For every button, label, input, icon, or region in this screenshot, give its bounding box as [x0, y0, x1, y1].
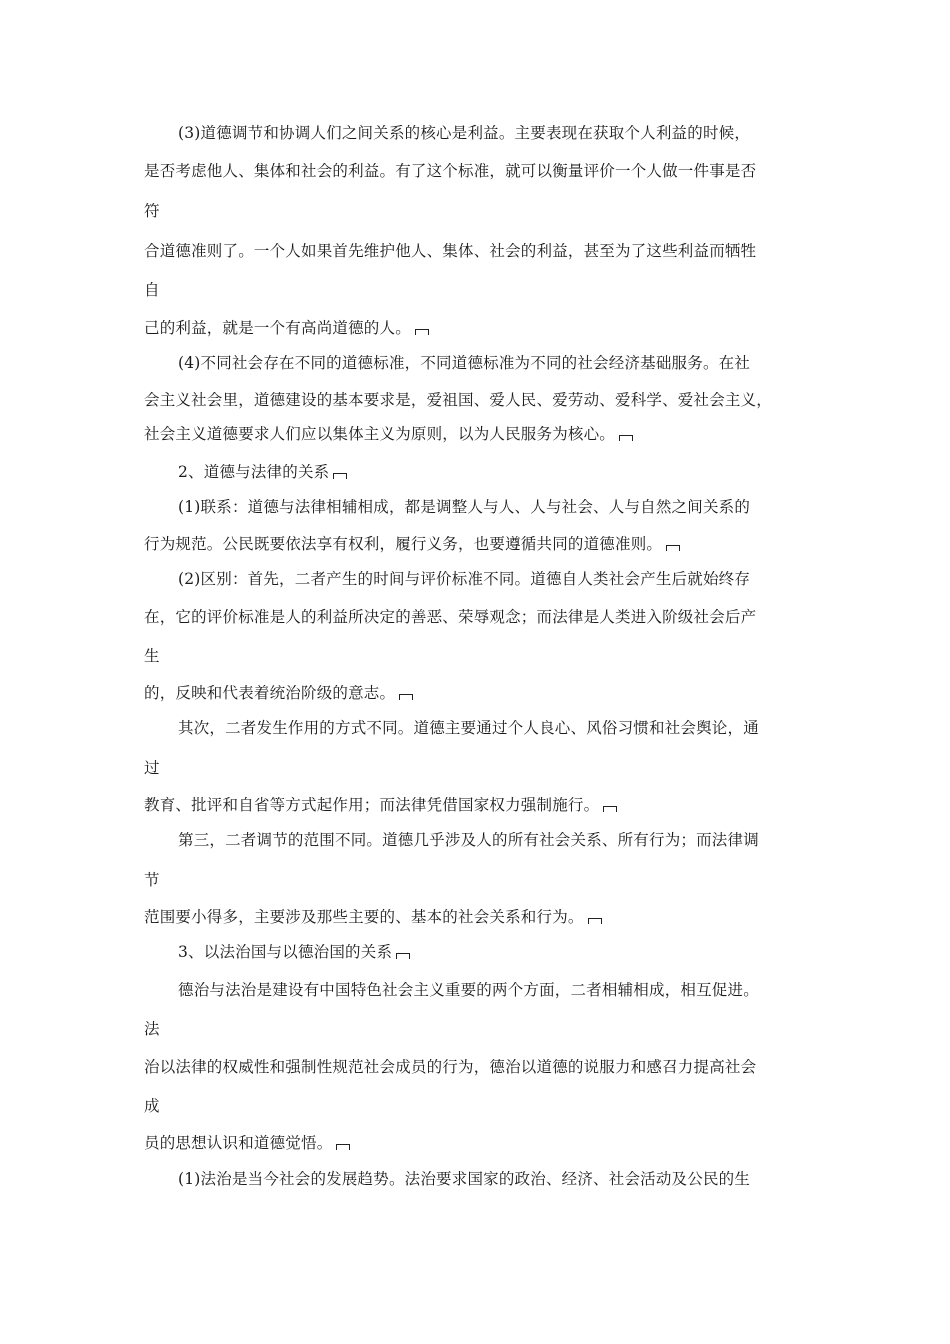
text-line: 是否考虑他人、集体和社会的利益。有了这个标准，就可以衡量评价一个人做一件事是否 — [144, 162, 757, 180]
text-line: 社会主义道德要求人们应以集体主义为原则，以为人民服务为核心。 — [144, 424, 633, 444]
text-line: 范围要小得多，主要涉及那些主要的、基本的社会关系和行为。 — [144, 907, 602, 927]
text-line: 过 — [144, 759, 160, 777]
text-line: 会主义社会里，道德建设的基本要求是，爱祖国、爱人民、爱劳动、爱科学、爱社会主义， — [144, 391, 773, 409]
text-line: 节 — [144, 871, 160, 889]
text-line: (3)道德调节和协调人们之间关系的核心是利益。主要表现在获取个人利益的时候， — [178, 124, 751, 142]
return-mark-icon — [333, 473, 347, 479]
return-mark-icon — [666, 545, 680, 551]
text-line: 合道德准则了。一个人如果首先维护他人、集体、社会的利益，甚至为了这些利益而牺牲 — [144, 242, 757, 260]
text-line: (2)区别：首先，二者产生的时间与评价标准不同。道德自人类社会产生后就始终存 — [178, 570, 751, 588]
text-line: 自 — [144, 281, 160, 299]
section-heading: 3、以法治国与以德治国的关系 — [178, 942, 410, 962]
text-line: 治以法律的权威性和强制性规范社会成员的行为，德治以道德的说服力和感召力提高社会 — [144, 1058, 757, 1076]
return-mark-icon — [415, 329, 429, 335]
text-line: 教育、批评和自省等方式起作用；而法律凭借国家权力强制施行。 — [144, 795, 617, 815]
section-heading: 2、道德与法律的关系 — [178, 462, 347, 482]
text-line: 的，反映和代表着统治阶级的意志。 — [144, 683, 413, 703]
text-line: 员的思想认识和道德觉悟。 — [144, 1133, 350, 1153]
return-mark-icon — [588, 918, 602, 924]
return-mark-icon — [336, 1144, 350, 1150]
text-line: 其次，二者发生作用的方式不同。道德主要通过个人良心、风俗习惯和社会舆论，通 — [178, 719, 759, 737]
text-line: 生 — [144, 647, 160, 665]
return-mark-icon — [603, 806, 617, 812]
text-line: 己的利益，就是一个有高尚道德的人。 — [144, 318, 429, 338]
text-line: 成 — [144, 1097, 160, 1115]
text-line: (4)不同社会存在不同的道德标准，不同道德标准为不同的社会经济基础服务。在社 — [178, 354, 751, 372]
text-line: (1)法治是当今社会的发展趋势。法治要求国家的政治、经济、社会活动及公民的生 — [178, 1170, 751, 1188]
text-line: (1)联系：道德与法律相辅相成，都是调整人与人、人与社会、人与自然之间关系的 — [178, 498, 751, 516]
text-line: 第三，二者调节的范围不同。道德几乎涉及人的所有社会关系、所有行为；而法律调 — [178, 831, 759, 849]
return-mark-icon — [396, 953, 410, 959]
text-line: 在，它的评价标准是人的利益所决定的善恶、荣辱观念；而法律是人类进入阶级社会后产 — [144, 608, 757, 626]
text-line: 法 — [144, 1020, 160, 1038]
text-line: 行为规范。公民既要依法享有权利，履行义务，也要遵循共同的道德准则。 — [144, 534, 680, 554]
return-mark-icon — [399, 694, 413, 700]
return-mark-icon — [619, 435, 633, 441]
text-line: 德治与法治是建设有中国特色社会主义重要的两个方面，二者相辅相成，相互促进。 — [178, 981, 759, 999]
text-line: 符 — [144, 202, 160, 220]
